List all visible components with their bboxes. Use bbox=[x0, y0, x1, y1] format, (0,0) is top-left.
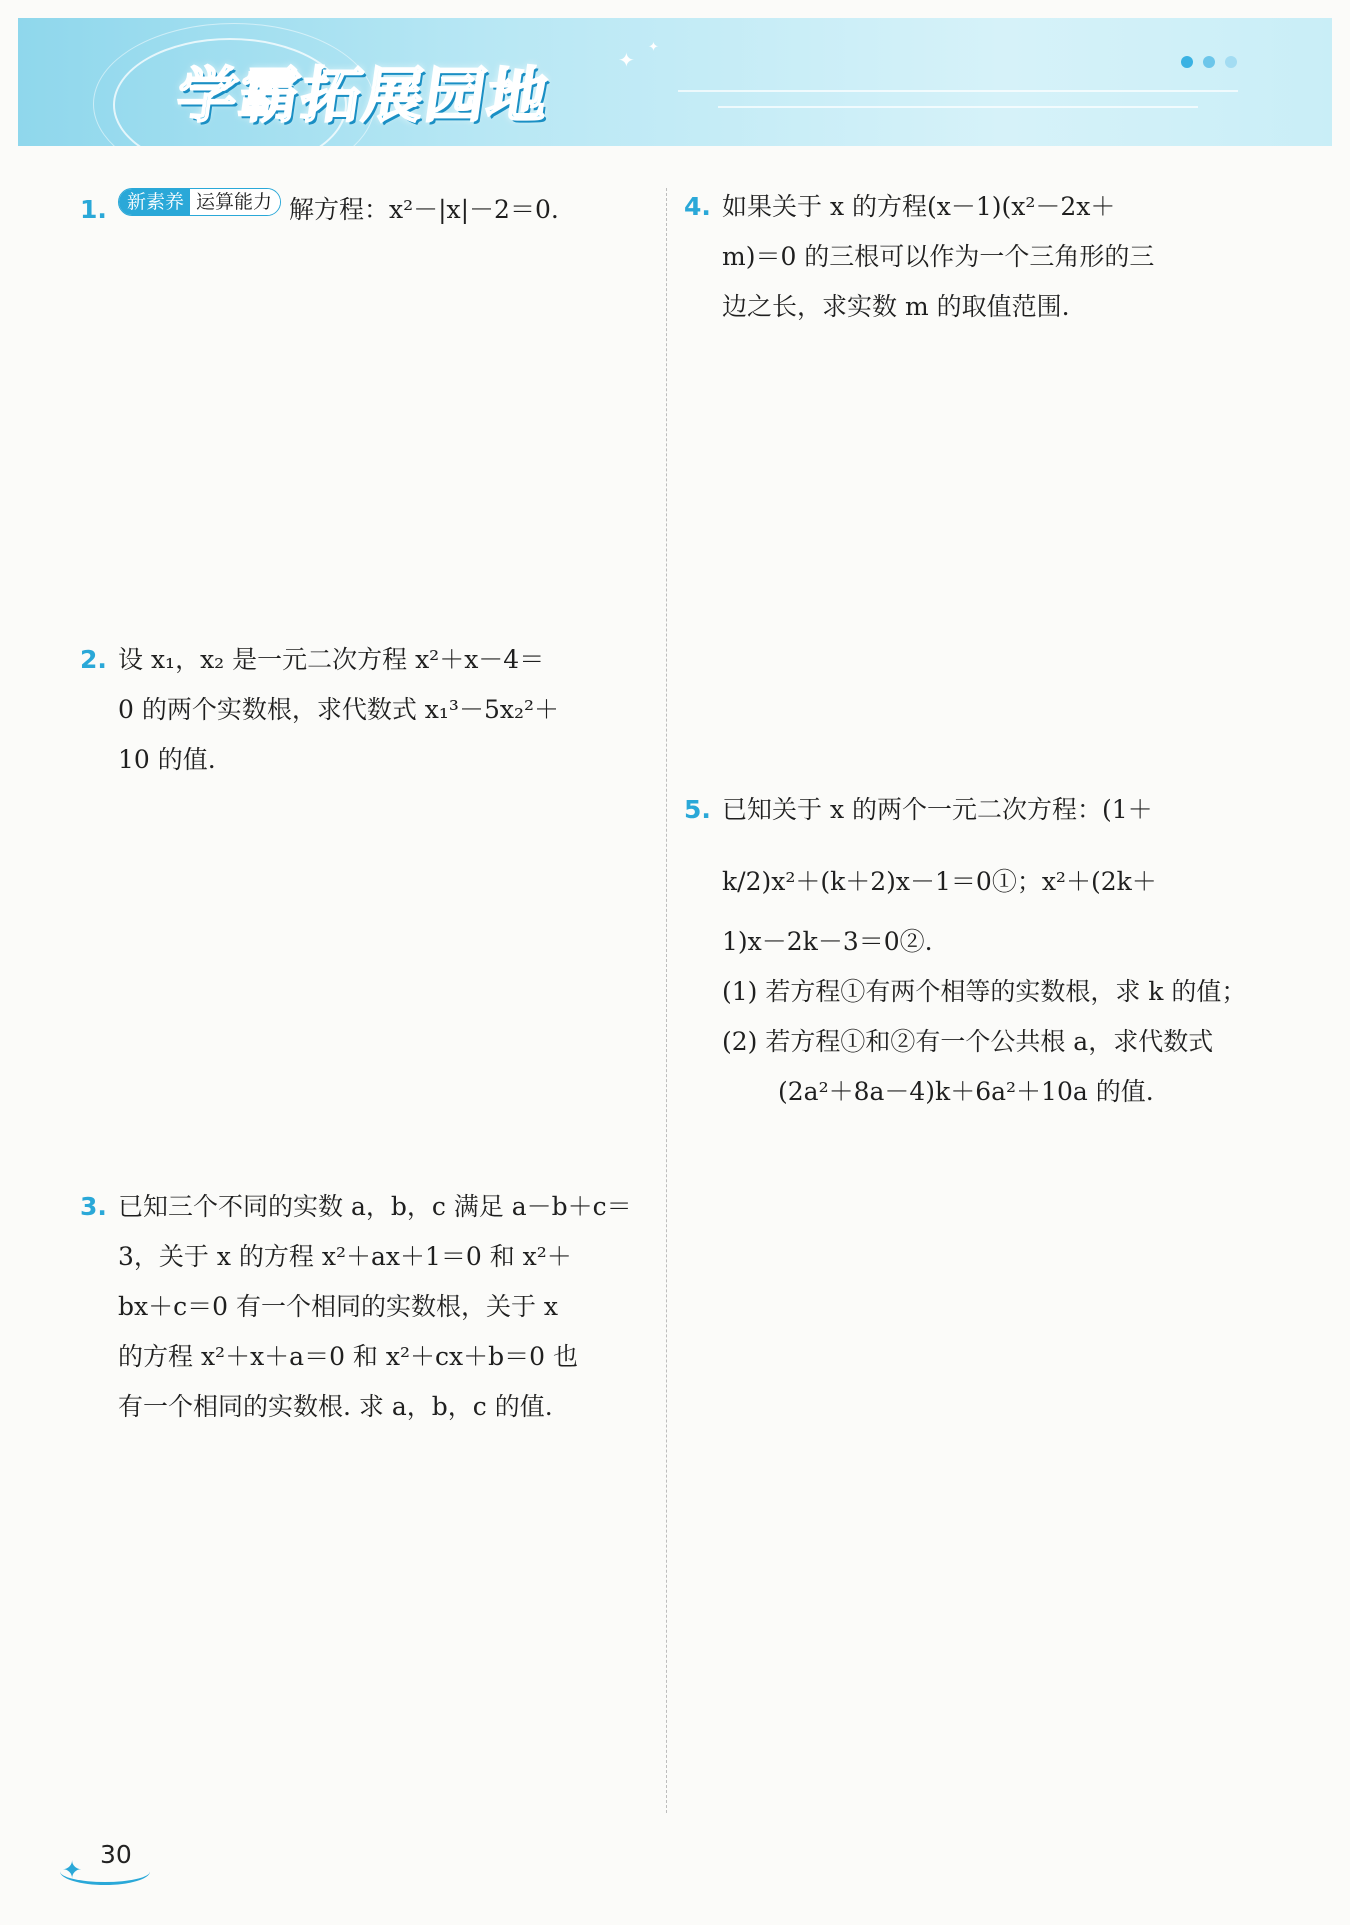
sparkle-icon: ✦ bbox=[648, 40, 659, 55]
problem-line: m)＝0 的三根可以作为一个三角形的三 bbox=[722, 242, 1155, 271]
problem-line: 已知关于 x 的两个一元二次方程：(1＋ bbox=[722, 795, 1153, 824]
problem-line: 的方程 x²＋x＋a＝0 和 x²＋cx＋b＝0 也 bbox=[118, 1342, 578, 1371]
problem-number: 4. bbox=[684, 192, 711, 221]
problem-line: 10 的值. bbox=[118, 745, 216, 774]
dot-icon bbox=[1203, 56, 1215, 68]
problem-line: 边之长，求实数 m 的取值范围. bbox=[722, 292, 1070, 321]
problem-number: 1. bbox=[80, 195, 107, 224]
decorative-dots bbox=[1181, 56, 1237, 68]
problem-2 bbox=[80, 635, 648, 785]
problem-4 bbox=[684, 182, 1252, 332]
problem-line: k/2)x²＋(k＋2)x－1＝0①；x²＋(2k＋ bbox=[722, 867, 1157, 896]
star-icon: ✦ bbox=[62, 1856, 83, 1884]
badge-secondary: 运算能力 bbox=[190, 189, 280, 215]
problem-number: 5. bbox=[684, 795, 711, 824]
section-title: 学霸拓展园地 bbox=[172, 61, 555, 131]
problem-number: 2. bbox=[80, 645, 107, 674]
column-divider bbox=[666, 188, 667, 1813]
problem-line: 3，关于 x 的方程 x²＋ax＋1＝0 和 x²＋ bbox=[118, 1242, 572, 1271]
decorative-line bbox=[718, 106, 1198, 108]
badge-primary: 新素养 bbox=[119, 189, 190, 215]
problem-number: 3. bbox=[80, 1192, 107, 1221]
problem-line: 1)x－2k－3＝0②. bbox=[722, 927, 933, 956]
header-banner bbox=[18, 18, 1332, 146]
problem-line: bx＋c＝0 有一个相同的实数根，关于 x bbox=[118, 1292, 559, 1321]
page-number: 30 bbox=[100, 1840, 132, 1869]
problem-1 bbox=[80, 185, 648, 235]
dot-icon bbox=[1225, 56, 1237, 68]
problem-text: 解方程：x²－|x|－2＝0. bbox=[288, 195, 559, 224]
sub-question-2: (2) 若方程①和②有一个公共根 a，求代数式(2a²＋8a－4)k＋6a²＋10a 的值. bbox=[722, 1027, 1214, 1106]
problem-5 bbox=[684, 785, 1252, 1117]
problem-line: 如果关于 x 的方程(x－1)(x²－2x＋ bbox=[722, 192, 1116, 221]
problem-line: 0 的两个实数根，求代数式 x₁³－5x₂²＋ bbox=[118, 695, 559, 724]
decorative-line bbox=[678, 90, 1238, 92]
problem-3 bbox=[80, 1182, 648, 1432]
problem-line: 有一个相同的实数根. 求 a，b，c 的值. bbox=[118, 1392, 553, 1421]
dot-icon bbox=[1181, 56, 1193, 68]
problem-line: 已知三个不同的实数 a，b，c 满足 a－b＋c＝ bbox=[118, 1192, 632, 1221]
sub-question-1: (1) 若方程①有两个相等的实数根，求 k 的值； bbox=[722, 977, 1247, 1006]
problem-line: 设 x₁，x₂ 是一元二次方程 x²＋x－4＝ bbox=[118, 645, 545, 674]
sparkle-icon: ✦ bbox=[618, 48, 635, 72]
skill-badge bbox=[118, 188, 281, 216]
